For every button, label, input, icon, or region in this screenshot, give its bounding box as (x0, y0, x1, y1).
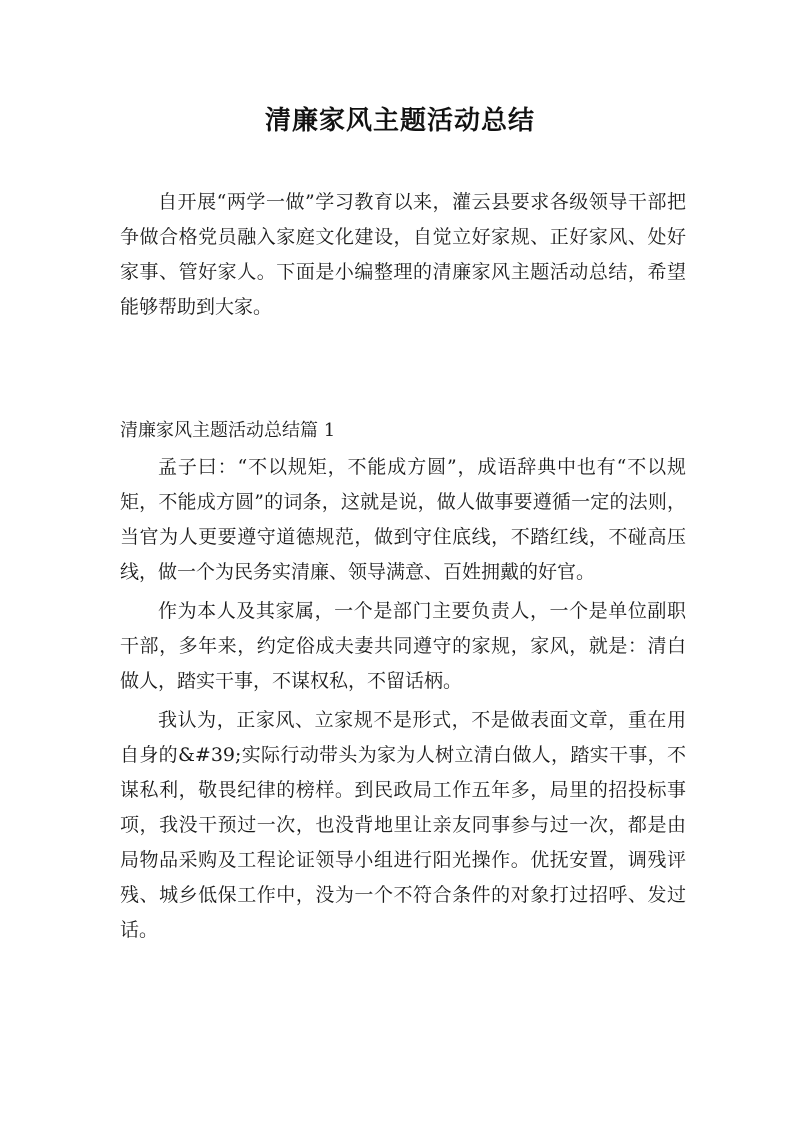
body-paragraph-1: 孟子曰：“不以规矩，不能成方圆”，成语辞典中也有“不以规矩，不能成方圆”的词条，这就是说，做人做事要遵循一定的法则，当官为人更要遵守道德规范，做到守住底线，不踏红线，不碰高压线，做一个为民务实清廉、领导满意、百姓拥戴的好官。 (120, 456, 686, 583)
section-body (120, 450, 686, 952)
body-paragraph-2: 作为本人及其家属，一个是部门主要负责人，一个是单位副职干部，多年来，约定俗成夫妻共同遵守的家规，家风，就是：清白做人，踏实干事，不谋权私，不留话柄。 (120, 600, 686, 692)
section-heading: 清廉家风主题活动总结篇 1 (120, 420, 336, 441)
intro-paragraph: 自开展“两学一做”学习教育以来，灌云县要求各级领导干部把争做合格党员融入家庭文化建设，自觉立好家规、正好家风、处好家事、管好家人。下面是小编整理的清廉家风主题活动总结，希望能够帮助到大家。 (120, 191, 686, 318)
body-paragraph-3: 我认为，正家风、立家规不是形式，不是做表面文章，重在用自身的&#39;实际行动带头为家为人树立清白做人，踏实干事，不谋私利，敬畏纪律的榜样。到民政局工作五年多，局里的招投标事项，我没干预过一次，也没背地里让亲友同事参与过一次，都是由局物品采购及工程论证领导小组进行阳光操作。优抚安置，调残评残、城乡低保工作中，没为一个不符合条件的对象打过招呼、发过话。 (120, 709, 686, 941)
document-title: 清廉家风主题活动总结 (264, 106, 535, 136)
